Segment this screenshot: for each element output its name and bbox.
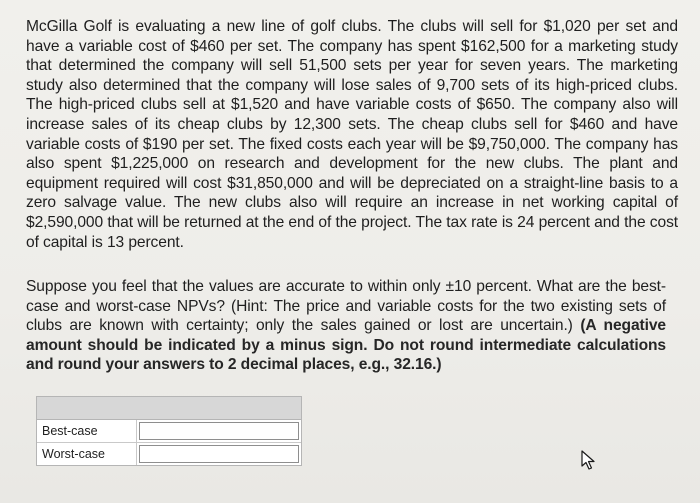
worst-case-input[interactable] <box>139 445 299 463</box>
answer-table <box>36 396 302 466</box>
worst-case-cell <box>137 443 301 465</box>
answer-instructions: (A negative amount should be indicated by a minus sign. Do not round intermediate calculations and round your answers to 2 decimal places, e.g., 32.16.) <box>26 317 666 374</box>
best-case-input[interactable] <box>139 422 299 440</box>
best-case-label: Best-case <box>37 420 137 442</box>
answer-row-worst-case <box>37 443 301 465</box>
mouse-pointer-icon <box>581 450 597 470</box>
question-text: Suppose you feel that the values are accurate to within only ±10 percent. What are the best-case and worst-case NPVs? (Hint: The price and variable costs for the two existing sets of clubs are known with certainty; only the sales gained or lost are uncertain.) <box>26 278 666 335</box>
question-prompt <box>26 277 666 375</box>
problem-description: McGilla Golf is evaluating a new line of golf clubs. The clubs will sell for $1,020 per set and have a variable cost of $460 per set. The company has spent $162,500 for a marketing study that determined the company will sell 51,500 sets per year for seven years. The marketing study also determined that the company will lose sales of 9,700 sets of its high-priced clubs. The high-priced clubs sell at $1,520 and have variable costs of $650. The company also will increase sales of its cheap clubs by 12,300 sets. The cheap clubs sell for $460 and have variable costs of $190 per set. The fixed costs each year will be $9,750,000. The company has also spent $1,225,000 on research and development for the new clubs. The plant and equipment required will cost $31,850,000 and will be depreciated on a straight-line basis to a zero salvage value. The new clubs also will require an increase in net working capital of $2,590,000 that will be returned at the end of the project. The tax rate is 24 percent and the cost of capital is 13 percent. <box>26 18 678 251</box>
answer-row-best-case <box>37 420 301 443</box>
best-case-cell <box>137 420 301 442</box>
worst-case-label: Worst-case <box>37 443 137 465</box>
answer-table-header <box>37 397 301 420</box>
